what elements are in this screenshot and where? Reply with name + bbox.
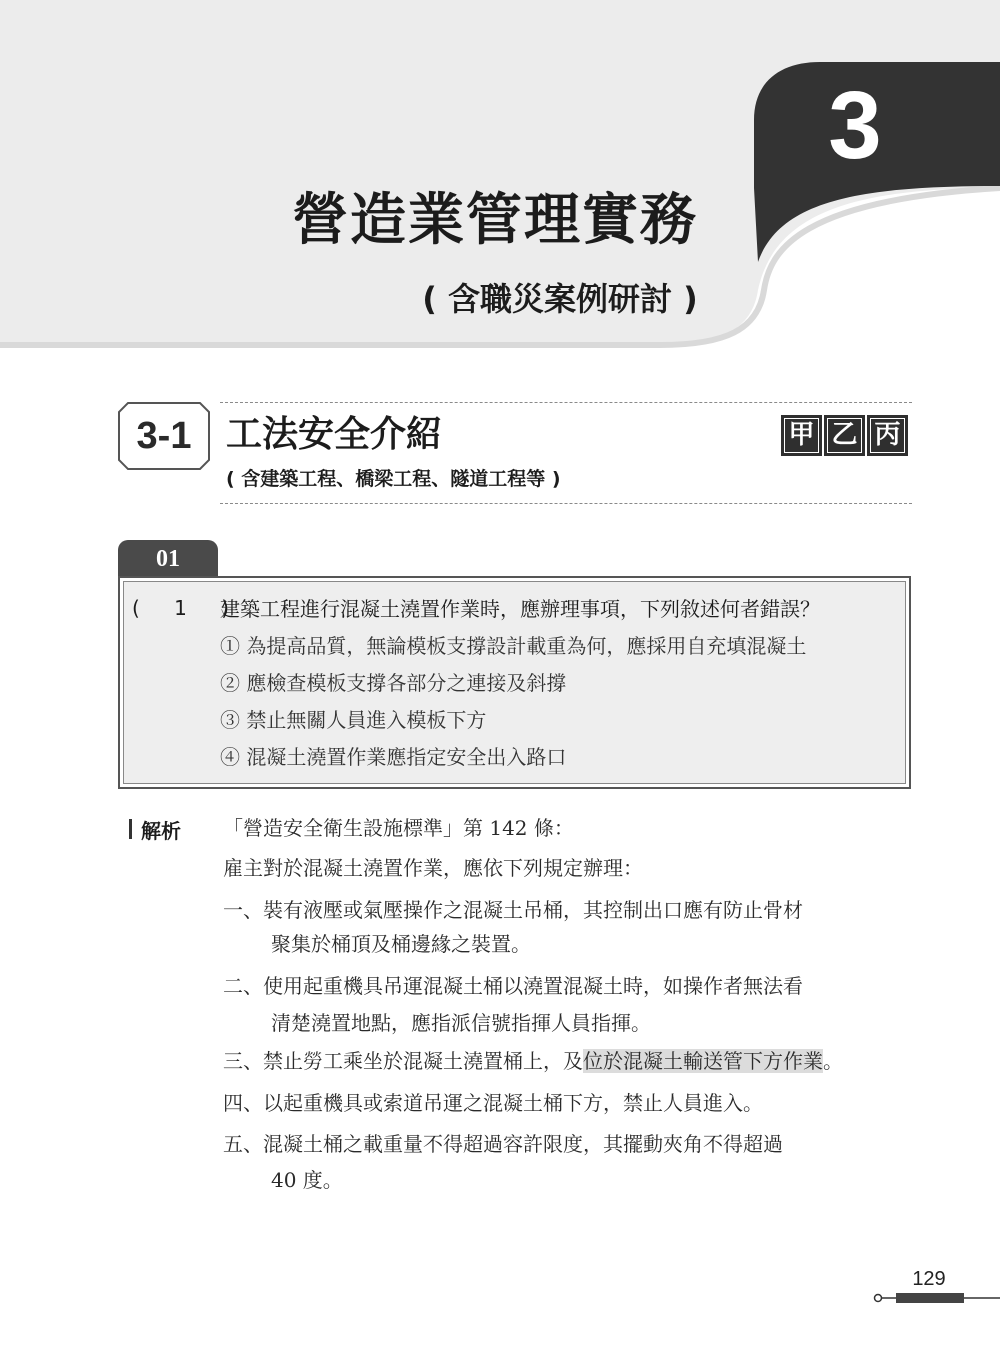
level-tag-yi: 乙 [824,415,865,456]
analysis-item-3-highlight: 位於混凝土輸送管下方作業 [583,1049,823,1073]
level-tag-jia: 甲 [781,415,822,456]
analysis-item-3-end: 。 [823,1049,843,1073]
question-option-3: ③ 禁止無關人員進入模板下方 [220,708,487,732]
exam-level-tags [781,415,908,456]
section-subtitle: ( 含建築工程、橋梁工程、隧道工程等 ) [226,468,561,490]
analysis-item-5-line-2: 40 度。 [271,1168,343,1192]
analysis-marker [129,819,132,839]
analysis-intro: 「營造安全衛生設施標準」第 142 條： [223,816,574,840]
chapter-number: 3 [828,72,882,179]
question-answer: ( 1 ) [132,596,244,620]
analysis-item-5-line-1: 五、混凝土桶之載重量不得超過容許限度，其擺動夾角不得超過 [223,1132,783,1156]
question-option-1: ① 為提高品質，無論模板支撐設計載重為何，應採用自充填混凝土 [220,634,807,658]
analysis-item-2-line-1: 二、使用起重機具吊運混凝土桶以澆置混凝土時，如操作者無法看 [223,974,803,998]
analysis-item-4: 四、以起重機具或索道吊運之混凝土桶下方，禁止人員進入。 [223,1091,763,1115]
chapter-title: 營造業管理實務 [292,188,698,253]
analysis-lead: 雇主對於混凝土澆置作業，應依下列規定辦理： [223,856,643,880]
page-number-rule [870,1290,1000,1306]
question-option-2: ② 應檢查模板支撐各部分之連接及斜撐 [220,671,567,695]
analysis-label: 解析 [141,819,181,843]
level-tag-bing: 丙 [867,415,908,456]
section-number: 3-1 [136,415,192,457]
section-title: 工法安全介紹 [226,414,443,455]
analysis-item-2-line-2: 清楚澆置地點，應指派信號指揮人員指揮。 [271,1011,651,1035]
section-divider-top [220,402,912,403]
question-number-tab: 01 [118,540,218,578]
analysis-item-3-text: 三、禁止勞工乘坐於混凝土澆置桶上，及 [223,1049,583,1073]
section-divider-bottom [220,503,912,504]
question-option-4: ④ 混凝土澆置作業應指定安全出入路口 [220,745,567,769]
question-stem: 建築工程進行混凝土澆置作業時，應辦理事項，下列敘述何者錯誤？ [220,597,820,621]
analysis-item-1-line-2: 聚集於桶頂及桶邊緣之裝置。 [271,932,531,956]
analysis-item-1-line-1: 一、裝有液壓或氣壓操作之混凝土吊桶，其控制出口應有防止骨材 [223,898,803,922]
page-number: 129 [912,1268,946,1290]
analysis-item-3 [223,1048,843,1074]
chapter-subtitle: ( 含職災案例研討 ) [422,280,698,318]
